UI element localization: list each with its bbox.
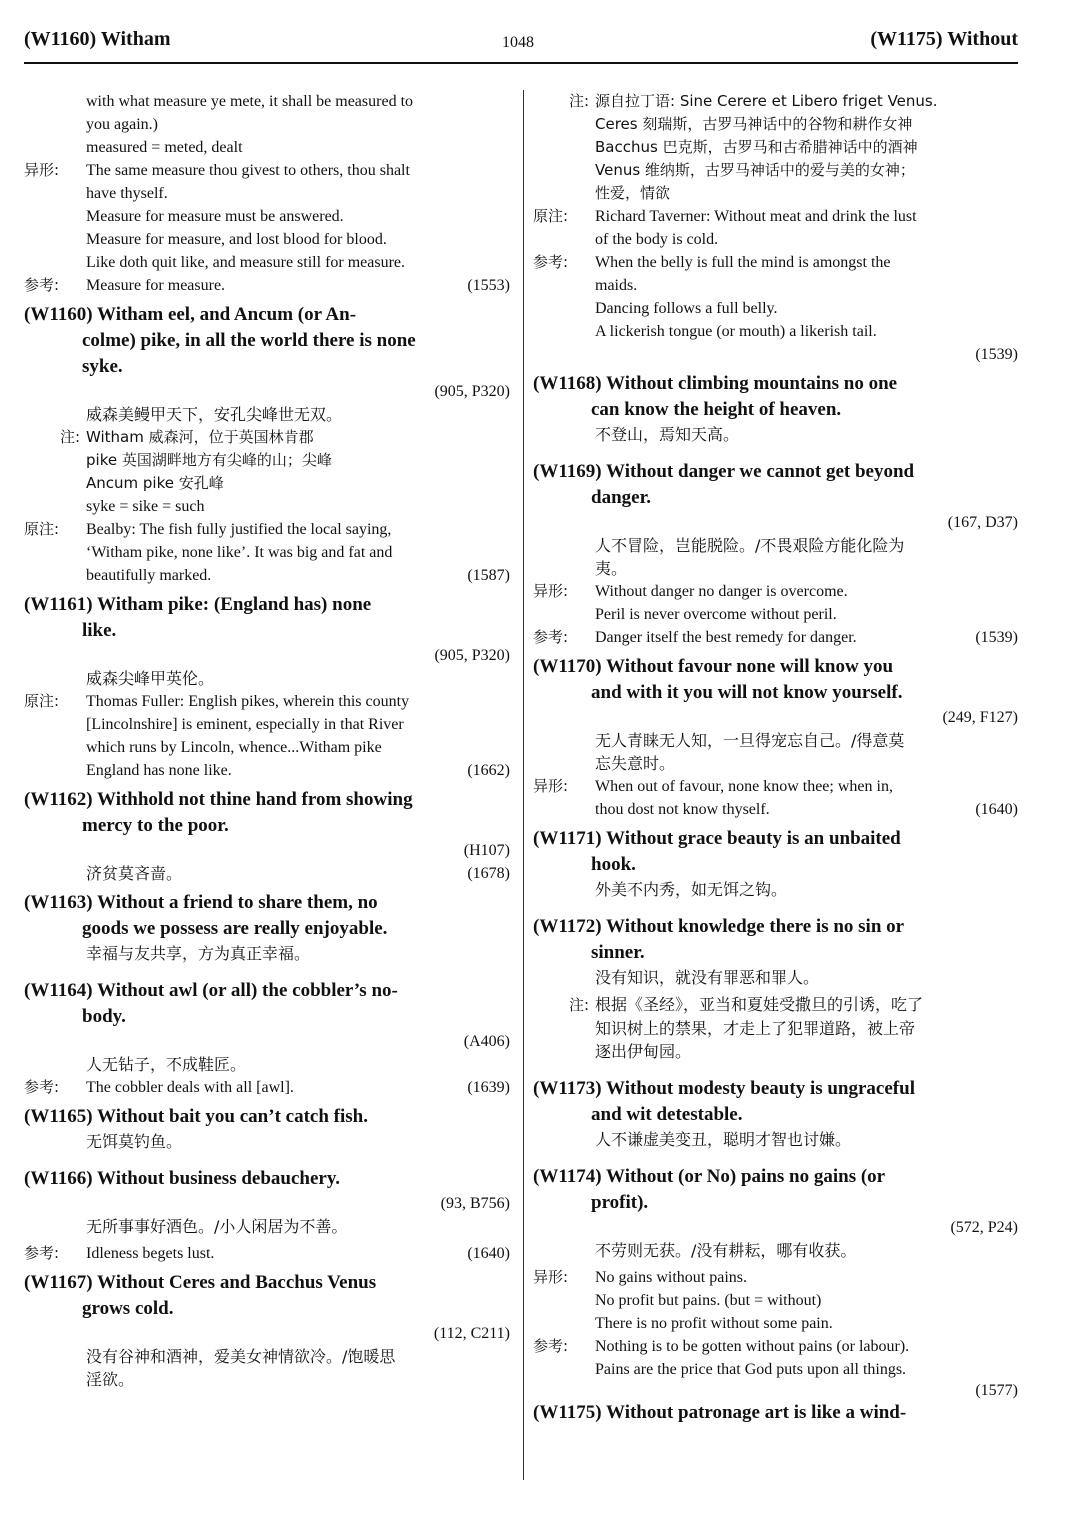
year-ref: (1639): [467, 1079, 510, 1096]
header-right-guide-word: (W1175) Without: [870, 28, 1018, 50]
text-line: maids.: [595, 277, 638, 294]
page-number: 1048: [502, 34, 534, 51]
text-line: Dancing follows a full belly.: [595, 300, 778, 317]
note-line: Witham 威森河，位于英国林肯郡: [86, 428, 314, 446]
text-line: A lickerish tongue (or mouth) a likerish tail.: [595, 323, 877, 340]
reference-label: 参考:: [24, 1078, 60, 1096]
entry-headword: [24, 302, 510, 328]
note-line: 根据《圣经》，亚当和夏娃受撒旦的引诱，吃了: [595, 995, 924, 1014]
entry-headword: [24, 787, 510, 813]
entry-headword: [24, 1104, 510, 1130]
header-left-guide-word: (W1160) Witham: [24, 28, 171, 50]
source-ref: (H107): [463, 842, 510, 859]
entry-text: Without favour none will know you: [606, 656, 894, 677]
entry-text: Without danger we cannot get beyond: [606, 461, 915, 482]
note-label: 注:: [568, 92, 589, 110]
source-ref: (112, C211): [433, 1325, 510, 1342]
entry-text: Without a friend to share them, no: [97, 892, 378, 913]
chinese-translation: 不登山，焉知天高。: [595, 425, 740, 444]
text-line: Danger itself the best remedy for danger.: [595, 629, 857, 646]
entry-text: grows cold.: [82, 1298, 174, 1319]
text-line: Measure for measure must be answered.: [86, 208, 344, 225]
year-ref: (1640): [467, 1245, 510, 1262]
entry-headword: [24, 592, 510, 618]
entry-headword: [24, 1270, 510, 1296]
entry-headword: [533, 1400, 1018, 1426]
text-line: No gains without pains.: [595, 1269, 747, 1286]
source-ref: (93, B756): [440, 1195, 510, 1212]
text-line: The same measure thou givest to others, thou shalt: [86, 162, 410, 179]
entry-headword: [533, 371, 1018, 397]
chinese-translation: 济贫莫吝啬。: [86, 864, 183, 883]
entry-id: (W1174): [533, 1166, 602, 1187]
entry-text: Without knowledge there is no sin or: [606, 916, 905, 937]
text-line: Measure for measure.: [86, 277, 226, 294]
chinese-translation: 不劳则无获。/没有耕耘，哪有收获。: [595, 1241, 857, 1260]
variant-label: 异形:: [533, 777, 569, 795]
text-line: with what measure ye mete, it shall be measured to: [86, 93, 414, 110]
entry-headword: [24, 890, 510, 916]
entry-headword: [24, 978, 510, 1004]
year-ref: (1553): [467, 277, 510, 294]
entry-id: (W1168): [533, 373, 602, 394]
year-ref: (1539): [975, 346, 1018, 363]
text-line: England has none like.: [86, 762, 232, 779]
column-divider: [523, 90, 524, 1480]
entry-text: and wit detestable.: [591, 1104, 743, 1125]
entry-text: Without bait you can’t catch fish.: [97, 1106, 368, 1127]
chinese-translation: 威森尖峰甲英伦。: [86, 669, 215, 688]
entry-text: can know the height of heaven.: [591, 399, 842, 420]
source-ref: (167, D37): [947, 514, 1018, 531]
note-label: 注:: [568, 996, 589, 1014]
original-note-label: 原注:: [24, 692, 60, 710]
reference-label: 参考:: [24, 276, 60, 294]
right-column: [533, 90, 1018, 1426]
note-line: Ancum pike 安孔峰: [86, 474, 224, 492]
entry-text: like.: [82, 620, 117, 641]
reference-label: 参考:: [533, 628, 569, 646]
chinese-translation: 忘失意时。: [595, 754, 676, 773]
entry-text: goods we possess are really enjoyable.: [82, 918, 388, 939]
chinese-translation: 无饵莫钓鱼。: [86, 1132, 183, 1151]
note-label: 注:: [59, 428, 80, 446]
original-note-label: 原注:: [533, 207, 569, 225]
entry-id: (W1164): [24, 980, 93, 1001]
entry-id: (W1161): [24, 594, 93, 615]
text-line: of the body is cold.: [595, 231, 719, 248]
note-line: syke = sike = such: [86, 498, 205, 515]
text-line: Bealby: The fish fully justified the local saying,: [86, 521, 392, 538]
chinese-translation: 夷。: [595, 559, 628, 578]
text-line: [Lincolnshire] is eminent, especially in that River: [86, 716, 404, 733]
entry-text: Witham eel, and Ancum (or An-: [97, 304, 357, 325]
year-ref: (1678): [467, 865, 510, 882]
entry-id: (W1166): [24, 1168, 93, 1189]
entry-text: syke.: [82, 356, 123, 377]
entry-id: (W1167): [24, 1272, 93, 1293]
entry-id: (W1165): [24, 1106, 93, 1127]
entry-id: (W1171): [533, 828, 602, 849]
entry-headword: [533, 1164, 1018, 1190]
source-ref: (905, P320): [434, 647, 510, 664]
entry-text: colme) pike, in all the world there is none: [82, 330, 416, 351]
text-line: Idleness begets lust.: [86, 1245, 215, 1262]
note-line: pike 英国湖畔地方有尖峰的山；尖峰: [86, 451, 332, 469]
note-line: Ceres 刻瑞斯，古罗马神话中的谷物和耕作女神: [595, 115, 913, 133]
entry-id: (W1170): [533, 656, 602, 677]
text-line: The cobbler deals with all [awl].: [86, 1079, 294, 1096]
text-line: which runs by Lincoln, whence...Witham pike: [86, 739, 382, 756]
text-line: you again.): [86, 116, 158, 133]
entry-text: body.: [82, 1006, 126, 1027]
text-line: measured = meted, dealt: [86, 139, 243, 156]
year-ref: (1577): [975, 1382, 1018, 1399]
year-ref: (1640): [975, 801, 1018, 818]
text-line: Without danger no danger is overcome.: [595, 583, 848, 600]
entry-text: and with it you will not know yourself.: [591, 682, 903, 703]
entry-text: Without (or No) pains no gains (or: [606, 1166, 886, 1187]
variant-label: 异形:: [533, 582, 569, 600]
year-ref: (1539): [975, 629, 1018, 646]
text-line: Measure for measure, and lost blood for blood.: [86, 231, 387, 248]
entry-text: hook.: [591, 854, 636, 875]
text-line: There is no profit without some pain.: [595, 1315, 833, 1332]
chinese-translation: 人无钻子，不成鞋匠。: [86, 1055, 247, 1074]
text-line: When out of favour, none know thee; when in,: [595, 778, 893, 795]
source-ref: (A406): [463, 1033, 510, 1050]
note-line: 知识树上的禁果，才走上了犯罪道路，被上帝: [595, 1019, 916, 1038]
text-line: Thomas Fuller: English pikes, wherein this county: [86, 693, 410, 710]
entry-text: Withhold not thine hand from showing: [97, 789, 413, 810]
source-ref: (249, F127): [942, 709, 1018, 726]
text-line: Pains are the price that God puts upon all things.: [595, 1361, 907, 1378]
chinese-translation: 没有知识，就没有罪恶和罪人。: [595, 968, 820, 987]
entry-headword: [533, 459, 1018, 485]
entry-text: Without modesty beauty is ungraceful: [606, 1078, 915, 1099]
entry-id: (W1172): [533, 916, 602, 937]
entry-headword: [533, 1076, 1018, 1102]
text-line: Peril is never overcome without peril.: [595, 606, 837, 623]
year-ref: (1587): [467, 567, 510, 584]
chinese-translation: 人不谦虚美变丑，聪明才智也讨嫌。: [595, 1130, 852, 1149]
reference-label: 参考:: [533, 1337, 569, 1355]
entry-headword: [533, 914, 1018, 940]
chinese-translation: 没有谷神和酒神，爱美女神情欲冷。/饱暖思: [86, 1347, 396, 1366]
note-line: Venus 维纳斯，古罗马神话中的爱与美的女神；: [595, 161, 915, 179]
entry-text: Without grace beauty is an unbaited: [606, 828, 901, 849]
year-ref: (1662): [467, 762, 510, 779]
chinese-translation: 淫欲。: [86, 1370, 135, 1389]
entry-id: (W1173): [533, 1078, 602, 1099]
text-line: Like doth quit like, and measure still for measure.: [86, 254, 406, 271]
header-rule: [24, 62, 1018, 64]
left-column: [24, 90, 510, 1391]
entry-text: Without business debauchery.: [97, 1168, 341, 1189]
text-line: have thyself.: [86, 185, 168, 202]
text-line: ‘Witham pike, none like’. It was big and fat and: [86, 544, 393, 561]
note-line: 源自拉丁语: Sine Cerere et Libero friget Venus.: [595, 92, 938, 110]
entry-text: mercy to the poor.: [82, 815, 229, 836]
entry-text: Witham pike: (England has) none: [97, 594, 372, 615]
chinese-translation: 幸福与友共享，方为真正幸福。: [86, 944, 311, 963]
chinese-translation: 威森美鳗甲天下，安孔尖峰世无双。: [86, 405, 343, 424]
original-note-label: 原注:: [24, 520, 60, 538]
text-line: When the belly is full the mind is amongst the: [595, 254, 891, 271]
text-line: thou dost not know thyself.: [595, 801, 770, 818]
variant-label: 异形:: [533, 1268, 569, 1286]
entry-text: Without patronage art is like a wind-: [606, 1402, 907, 1423]
entry-id: (W1162): [24, 789, 93, 810]
chinese-translation: 无所事事好酒色。/小人闲居为不善。: [86, 1217, 348, 1236]
entry-text: sinner.: [591, 942, 645, 963]
reference-label: 参考:: [24, 1244, 60, 1262]
text-line: Richard Taverner: Without meat and drink the lust: [595, 208, 917, 225]
entry-id: (W1163): [24, 892, 93, 913]
entry-text: Without awl (or all) the cobbler’s no-: [97, 980, 398, 1001]
entry-text: profit).: [591, 1192, 649, 1213]
entry-id: (W1175): [533, 1402, 602, 1423]
chinese-translation: 外美不内秀，如无饵之钩。: [595, 880, 788, 899]
source-ref: (905, P320): [434, 383, 510, 400]
text-line: beautifully marked.: [86, 567, 212, 584]
entry-text: Without Ceres and Bacchus Venus: [97, 1272, 377, 1293]
entry-text: danger.: [591, 487, 652, 508]
page-header: [24, 28, 1018, 62]
chinese-translation: 人不冒险，岂能脱险。/不畏艰险方能化险为: [595, 536, 905, 555]
text-line: Nothing is to be gotten without pains (or labour).: [595, 1338, 910, 1355]
entry-id: (W1169): [533, 461, 602, 482]
note-line: 逐出伊甸园。: [595, 1042, 692, 1061]
reference-label: 参考:: [533, 253, 569, 271]
text-line: No profit but pains. (but = without): [595, 1292, 822, 1309]
source-ref: (572, P24): [950, 1219, 1018, 1236]
chinese-translation: 无人青睐无人知，一旦得宠忘自己。/得意莫: [595, 731, 905, 750]
entry-headword: [24, 1166, 510, 1192]
entry-headword: [533, 826, 1018, 852]
variant-label: 异形:: [24, 161, 60, 179]
note-line: 性爱，情欲: [595, 184, 671, 202]
note-line: Bacchus 巴克斯，古罗马和古希腊神话中的酒神: [595, 138, 918, 156]
entry-text: Without climbing mountains no one: [606, 373, 898, 394]
entry-id: (W1160): [24, 304, 93, 325]
entry-headword: [533, 654, 1018, 680]
